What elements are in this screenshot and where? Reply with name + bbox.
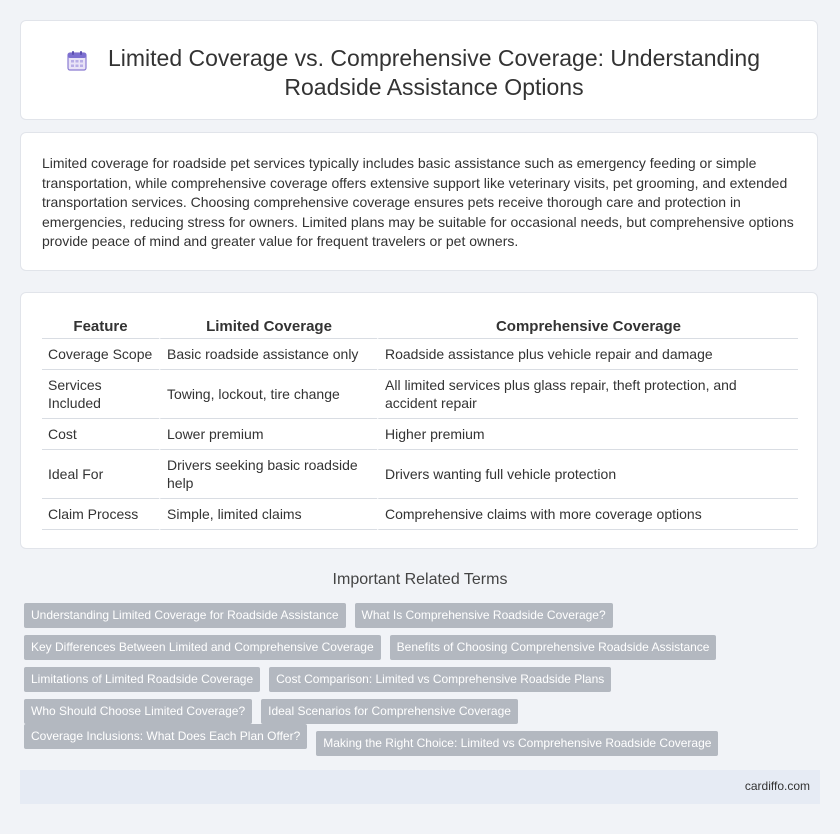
related-terms-list [24,603,814,763]
related-term-tag[interactable]: Cost Comparison: Limited vs Comprehensive Roadside Plans [269,667,611,692]
cell-comprehensive: Comprehensive claims with more coverage options [377,499,798,530]
comparison-table-card [20,292,818,549]
site-name[interactable]: cardiffo.com [744,779,810,793]
table-header-row [42,312,798,339]
related-term-tag[interactable]: What Is Comprehensive Roadside Coverage? [355,603,613,628]
table-row [42,339,798,370]
related-term-tag[interactable]: Understanding Limited Coverage for Roadside Assistance [24,603,346,628]
cell-limited: Towing, lockout, tire change [159,370,377,419]
related-term-tag[interactable]: Making the Right Choice: Limited vs Comprehensive Roadside Coverage [316,731,718,756]
header-feature: Feature [42,312,159,339]
summary-text: Limited coverage for roadside pet services typically includes basic assistance such as emergency feeding or simple transportation, while comprehensive coverage offers extensive support like veterinary visits, pet grooming, and extended transportation services. Choosing comprehensive coverage ensures pets receive thorough care and protection in emergencies, reducing stress for owners. Limited plans may be suitable for occasional needs, but comprehensive options provide peace of mind and greater value for frequent travelers or pet owners. [42,155,794,249]
table-row [42,419,798,450]
summary-card [20,132,818,271]
table-row [42,499,798,530]
table-row [42,370,798,419]
header-comprehensive: Comprehensive Coverage [377,312,798,339]
cell-feature: Ideal For [42,450,159,499]
related-term-tag[interactable]: Coverage Inclusions: What Does Each Plan Offer? [24,724,307,749]
cell-limited: Simple, limited claims [159,499,377,530]
related-term-tag[interactable]: Ideal Scenarios for Comprehensive Coverage [261,699,518,724]
cell-comprehensive: All limited services plus glass repair, theft protection, and accident repair [377,370,798,419]
table-row [42,450,798,499]
related-term-tag[interactable]: Who Should Choose Limited Coverage? [24,699,252,724]
related-term-tag[interactable]: Limitations of Limited Roadside Coverage [24,667,260,692]
cell-feature: Claim Process [42,499,159,530]
cell-comprehensive: Higher premium [377,419,798,450]
related-terms-heading: Important Related Terms [332,571,508,588]
cell-limited: Basic roadside assistance only [159,339,377,370]
header-limited: Limited Coverage [159,312,377,339]
related-term-tag[interactable]: Benefits of Choosing Comprehensive Roadside Assistance [390,635,717,660]
cell-feature: Coverage Scope [42,339,159,370]
footer [20,770,820,804]
cell-comprehensive: Roadside assistance plus vehicle repair and damage [377,339,798,370]
cell-feature: Cost [42,419,159,450]
page-title: Limited Coverage vs. Comprehensive Coverage: Understanding Roadside Assistance Options [107,45,760,100]
cell-feature: Services Included [42,370,159,419]
cell-limited: Drivers seeking basic roadside help [159,450,377,499]
cell-limited: Lower premium [159,419,377,450]
related-term-tag[interactable]: Key Differences Between Limited and Comprehensive Coverage [24,635,381,660]
comparison-table [42,312,798,530]
title-card [20,20,818,120]
cell-comprehensive: Drivers wanting full vehicle protection [377,450,798,499]
